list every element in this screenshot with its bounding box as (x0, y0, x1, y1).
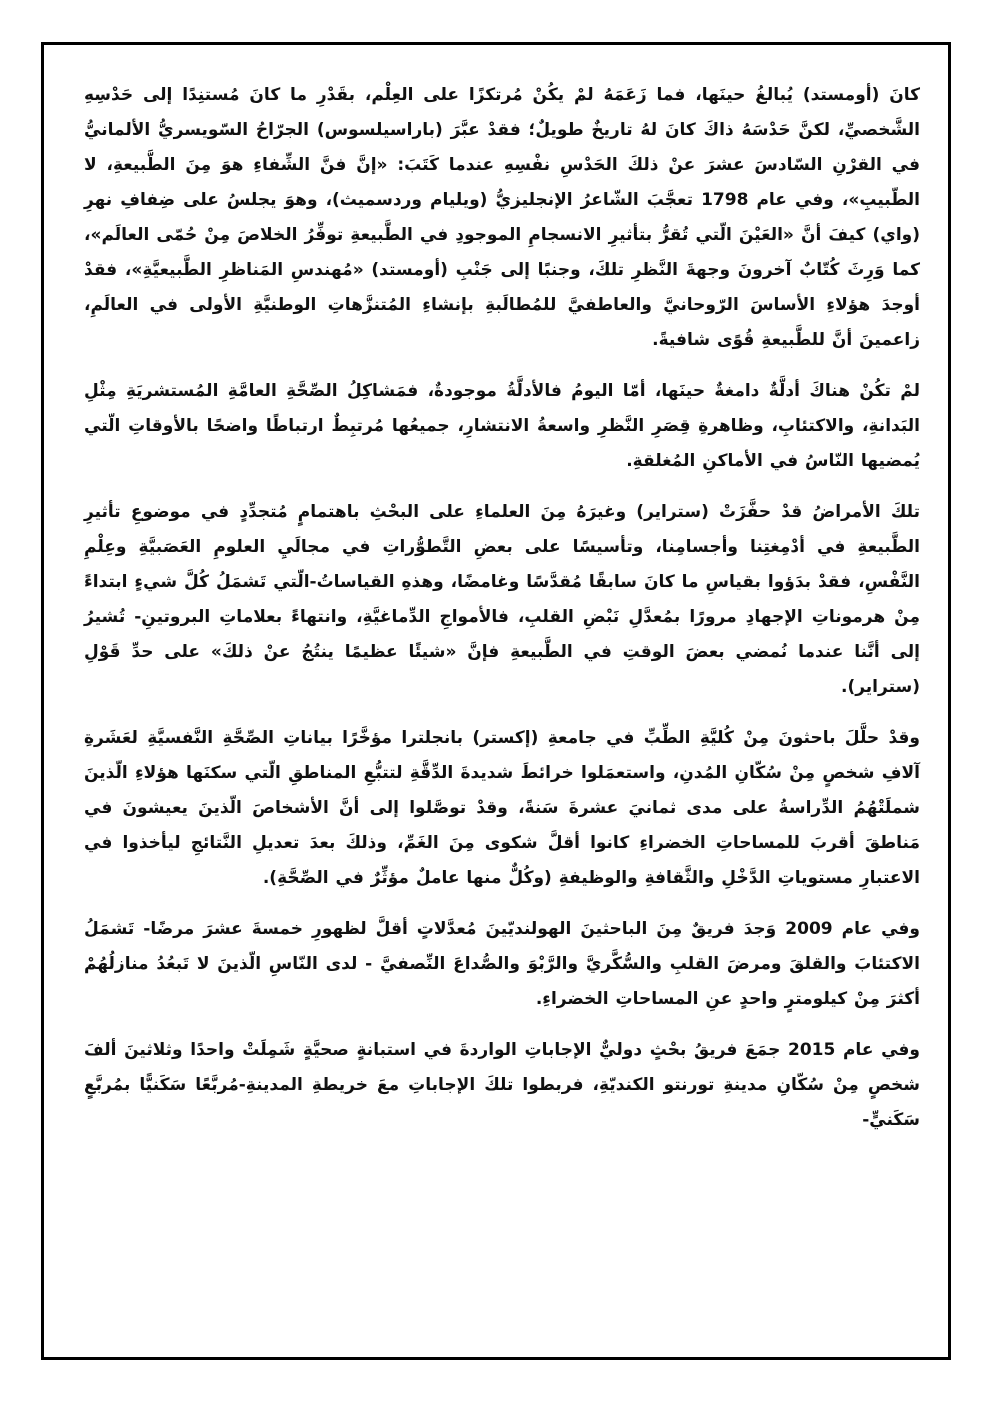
paragraph-4: وقدْ حلَّلَ باحثونَ مِنْ كُليَّةِ الطِّبِّ في جامعةِ (إكستر) بانجلترا مؤخَّرًا بياناتِ الصِّحَّةِ النَّفسيَّةِ لعَشَرةِ آلافِ شخصٍ مِنْ سُكّانِ المُدنِ، واستعمَلوا خرائطَ شديدةَ الدِّقَّةِ لتتبُّعِ المناطقِ الّتي سكنَها هؤلاءِ الّذينَ شملَتْهُمُ الدِّراسةُ على مدى ثمانيَ عشرةَ سَنةً، وقدْ توصَّلوا إلى أنَّ الأشخاصَ الّذينَ يعيشونَ في مَناطقَ أقربَ للمساحاتِ الخضراءِ كانوا أقلَّ شكوى مِنَ الغَمِّ، وذلكَ بعدَ تعديلِ النَّتائجِ ليأخذوا في الاعتبارِ مستوياتِ الدَّخْلِ والثَّقافةِ والوظيفةِ (وكُلٌّ منها عاملٌ مؤثِّرٌ في الصِّحَّةِ). (84, 728, 920, 888)
paragraph-6: وفي عام 2015 جمَعَ فريقُ بحْثٍ دوليٌّ الإجاباتِ الواردةَ في استبانةٍ صحيَّةٍ شَمِلَتْ واحدًا وثلاثينَ ألفَ شخصٍ مِنْ سُكّانِ مدينةِ تورنتو الكنديّةِ، فربطوا تلكَ الإجاباتِ معَ خريطةِ المدينةِ-مُربَّعًا سَكَنيًّا بمُربَّعٍ سَكَنيٍّ- (84, 1040, 920, 1130)
paragraph-1: كانَ (أومستد) يُبالغُ حينَها، فما زَعَمَهُ لمْ يكُنْ مُرتكزًا على العِلْم، بقَدْرِ ما كانَ مُستنِدًا إلى حَدْسِهِ الشَّخصيِّ، لكنَّ حَدْسَهُ ذاكَ كانَ لهُ تاريخٌ طويلٌ؛ فقدْ عبَّرَ (باراسيلسوس) الجرّاحُ السّويسريُّ الألمانيُّ في القرْنِ السّادسَ عشرَ عنْ ذلكَ الحَدْسِ نفْسِهِ عندما كَتَبَ: «إنَّ فنَّ الشِّفاءِ هوَ مِنَ الطَّبيعةِ، لا الطّبيبِ»، وفي عام 1798 تعجَّبَ الشّاعرُ الإنجليزيُّ (ويليام وردسميث)، وهوَ يجلسُ على ضِفافِ نهرِ (واي) كيفَ أنَّ «العَيْنَ الّتي تُقرُّ بتأثيرِ الانسجامِ الموجودِ في الطَّبيعةِ توفِّرُ الخلاصَ مِنْ حُمّى العالَم»، كما وَرِثَ كُتّابٌ آخرونَ وجهةَ النَّظرِ تلكَ، وجنبًا إلى جَنْبِ (أومستد) «مُهندسِ المَناظرِ الطَّبيعيَّةِ»، فقدْ أوجدَ هؤلاءِ الأساسَ الرّوحانيَّ والعاطفيَّ للمُطالَبةِ بإنشاءِ المُتنزَّهاتِ الوطنيَّةِ الأولى في العالَمِ، زاعمينَ أنَّ للطَّبيعةِ قُوًى شافيةً. (84, 85, 920, 350)
paragraph-3: تلكَ الأمراضُ قدْ حفَّزَتْ (ستراير) وغيرَهُ مِنَ العلماءِ على البحْثِ باهتمامٍ مُتجدِّدٍ في موضوعِ تأثيرِ الطَّبيعةِ في أدْمِغتِنا وأجسامِنا، وتأسيسًا على بعضِ التَّطوُّراتِ في مجالَيِ العلومِ العَصَبيَّةِ وعِلْمِ النَّفْسِ، فقدْ بدَؤوا بقياسِ ما كانَ سابقًا مُقدَّسًا وغامضًا، وهذهِ القياساتُ-الّتي تَشمَلُ كُلَّ شيءٍ ابتداءً مِنْ هرموناتِ الإجهادِ مرورًا بمُعدَّلِ نَبْضِ القلبِ، فالأمواجِ الدِّماغيَّةِ، وانتهاءً بعلاماتِ البروتينِ- تُشيرُ إلى أنَّنا عندما نُمضي بعضَ الوقتِ في الطَّبيعةِ فإنَّ «شيئًا عظيمًا ينتُجُ عنْ ذلكَ» على حدِّ قَوْلِ (ستراير). (84, 502, 920, 697)
paragraph-5: وفي عام 2009 وَجدَ فريقٌ مِنَ الباحثينَ الهولنديّينَ مُعدَّلاتٍ أقلَّ لظهورِ خمسةَ عشرَ مرضًا- تَشمَلُ الاكتئابَ والقلقَ ومرضَ القلبِ والسُّكَّريَّ والرَّبْوَ والصُّداعَ النِّصفيَّ - لدى النّاسِ الّذينَ لا تَبعُدُ منازلُهُمْ أكثرَ مِنْ كيلومترٍ واحدٍ عنِ المساحاتِ الخضراءِ. (84, 919, 920, 1009)
page-body (84, 78, 920, 1154)
paragraph-2: لمْ تكُنْ هناكَ أدلَّةٌ دامغةٌ حينَها، أمّا اليومُ فالأدلَّةُ موجودةٌ، فمَشاكِلُ الصِّحَّةِ العامَّةِ المُستشريَةِ مِثْلِ البَدانةِ، والاكتئابِ، وظاهرةِ قِصَرِ النَّظرِ واسعةُ الانتشارِ، جميعُها مُرتبِطٌ ارتباطًا واضحًا بالأوقاتِ الّتي يُمضيها النّاسُ في الأماكنِ المُغلقةِ. (84, 381, 920, 471)
